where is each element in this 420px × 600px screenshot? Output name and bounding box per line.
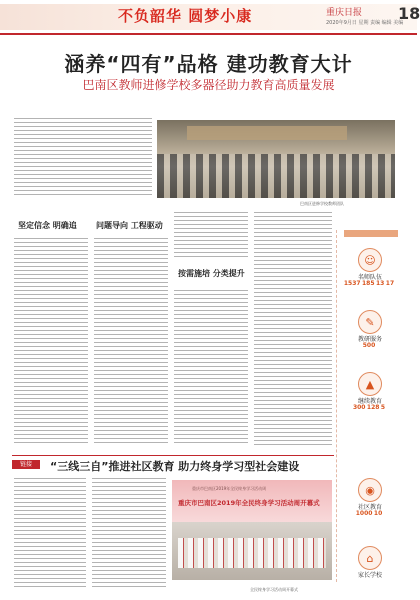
sidebar-stats: 300 128 5 [352, 404, 386, 411]
intro-text [14, 118, 152, 198]
header-slogan: 不负韶华 圆梦小康 [118, 7, 253, 25]
sidebar-label: 家长学校 [357, 572, 382, 579]
header-meta: 2020年9月日 星期 责编 编辑 美编 [326, 20, 404, 26]
sidebar-item-teachers [336, 248, 404, 288]
book-icon: ✎ [358, 310, 382, 334]
article-photo [157, 120, 395, 198]
bottom-text-1 [14, 478, 86, 588]
photo-caption: 巴南区进修学校教师团队 [300, 201, 344, 206]
col3-text-bottom [174, 290, 248, 446]
header-divider [0, 33, 417, 35]
poster-performers [178, 538, 326, 568]
sidebar-label: 名师队伍 [357, 274, 382, 281]
sidebar-item-research [336, 310, 404, 350]
poster-small-text: 重庆市巴南区2019年全民终身学习活动周 [192, 486, 267, 491]
page-number: 18 [398, 4, 420, 23]
sidebar-item-parents [336, 546, 404, 579]
grad-cap-icon: ▲ [358, 372, 382, 396]
sidebar-item-education [336, 372, 404, 412]
photo-banner [187, 126, 347, 140]
article-title: 涵养“四有”品格 建功教育大计 [64, 52, 353, 76]
poster-caption: 全民终身学习活动周开幕式 [250, 587, 298, 592]
bottom-divider [12, 455, 334, 456]
col3-text-top [174, 212, 248, 260]
sidebar-stats: 1000 10 [355, 510, 383, 517]
sidebar-item-community [336, 478, 404, 518]
people-icon: ◉ [358, 478, 382, 502]
section-text-1 [14, 238, 88, 446]
section-text-2 [94, 238, 168, 446]
section-heading-2: 问题导向 工程驱动 [96, 221, 163, 230]
sidebar-stats: 1537 185 13 17 [343, 280, 395, 287]
bottom-tag: 链接 [12, 460, 40, 469]
article-subtitle: 巴南区教师进修学校多器径助力教育高质量发展 [82, 78, 335, 92]
page-header [0, 0, 420, 34]
section-heading-3: 按需施培 分类提升 [178, 269, 245, 278]
bottom-text-2 [92, 478, 166, 588]
sidebar-label: 教研服务 [357, 336, 382, 343]
newspaper-brand: 重庆日报 [326, 8, 363, 18]
sidebar-stats: 500 [362, 342, 376, 349]
home-icon: ⌂ [358, 546, 382, 570]
sidebar-header-bar [344, 230, 398, 237]
person-icon: ☺ [358, 248, 382, 272]
event-poster [172, 480, 332, 580]
section-heading-1: 坚定信念 明确追 [18, 221, 77, 230]
sidebar-label: 继续教育 [357, 398, 382, 405]
sidebar-label: 社区教育 [357, 504, 382, 511]
poster-title: 重庆市巴南区2019年全民终身学习活动周开幕式 [178, 499, 320, 507]
col4-text [254, 212, 332, 446]
bottom-title: “三线三自”推进社区教育 助力终身学习型社会建设 [50, 460, 300, 473]
photo-people [157, 154, 395, 198]
